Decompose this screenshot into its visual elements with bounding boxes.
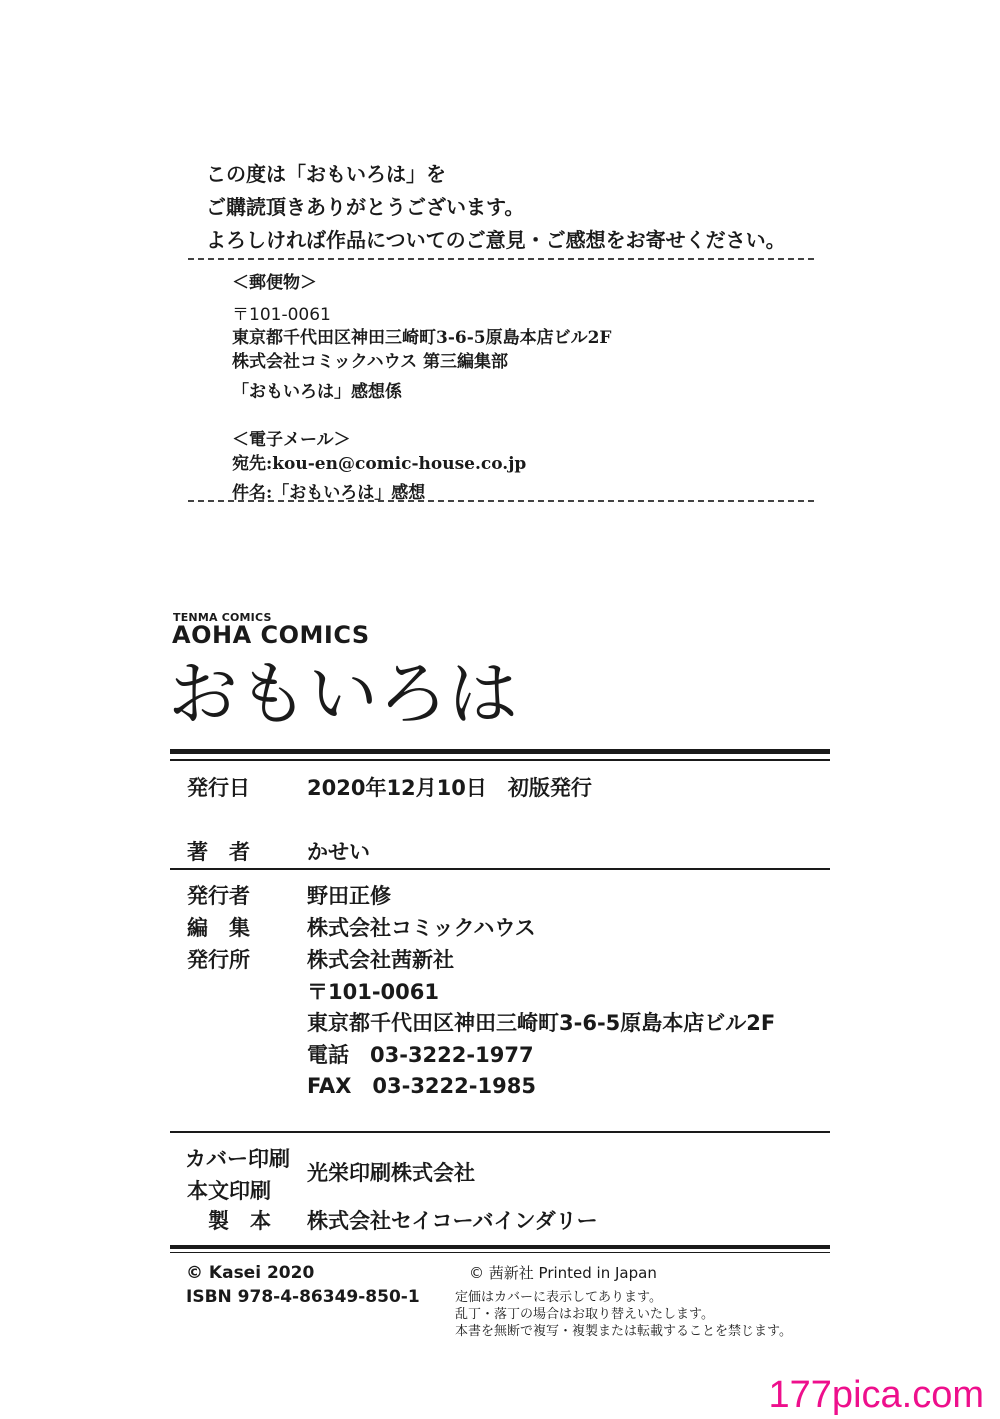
isbn: ISBN 978-4-86349-850-1	[186, 1287, 420, 1307]
title-rule-thick	[170, 749, 830, 754]
postal-attn: 「おもいろは」感想係	[232, 382, 402, 402]
thanks-message	[206, 158, 786, 257]
cover-print-key: カバー印刷	[185, 1147, 290, 1171]
body-print-key: 本文印刷	[187, 1179, 271, 1203]
publisher-zip: 〒101-0061	[307, 980, 439, 1004]
author-key: 著 者	[187, 840, 250, 864]
dashed-divider-bottom	[188, 500, 814, 502]
thanks-line-2: ご購読頂きありがとうございます。	[206, 195, 525, 219]
author-value: かせい	[307, 840, 370, 864]
watermark: 177pica.com	[768, 1374, 984, 1416]
publisher-address: 東京都千代田区神田三崎町3-6-5原島本店ビル2F	[307, 1011, 776, 1035]
publisher-value: 株式会社茜新社	[307, 948, 454, 972]
book-title: おもいろは	[168, 653, 518, 735]
note-copyright: 本書を無断で複写・複製または転載することを禁じます。	[455, 1324, 792, 1339]
printer-value: 光栄印刷株式会社	[307, 1161, 475, 1185]
dashed-divider-top	[188, 258, 814, 260]
series-name: TENMA COMICS	[173, 611, 272, 624]
thanks-line-1: この度は「おもいろは」を	[206, 162, 446, 186]
label-name: AOHA COMICS	[172, 621, 370, 649]
binding-value: 株式会社セイコーバインダリー	[307, 1209, 598, 1233]
postal-zip: 〒101-0061	[232, 305, 331, 325]
publisher-fax: FAX 03-3222-1985	[307, 1074, 536, 1098]
footer-rule-thick	[170, 1245, 830, 1249]
email-subject: 件名:「おもいろは」感想	[232, 483, 426, 503]
postal-address: 東京都千代田区神田三崎町3-6-5原島本店ビル2F	[232, 328, 612, 348]
pubdate-value: 2020年12月10日 初版発行	[307, 776, 592, 800]
email-to: 宛先:kou-en@comic-house.co.jp	[232, 454, 527, 474]
editor-key: 編 集	[187, 916, 250, 940]
note-replace: 乱丁・落丁の場合はお取り替えいたします。	[455, 1307, 714, 1322]
publisher-copy: © 茜新社 Printed in Japan	[469, 1264, 657, 1282]
postal-company: 株式会社コミックハウス 第三編集部	[232, 352, 509, 372]
thanks-line-3: よろしければ作品についてのご意見・ご感想をお寄せください。	[206, 228, 786, 252]
publisher-key: 発行所	[187, 948, 250, 972]
postal-heading: ＜郵便物＞	[232, 273, 317, 293]
title-rule-thin	[170, 759, 830, 761]
author-rule	[170, 868, 830, 870]
note-price: 定価はカバーに表示してあります。	[455, 1290, 662, 1305]
publisher-person-key: 発行者	[187, 884, 250, 908]
publisher-person-value: 野田正修	[307, 884, 391, 908]
footer-rule-thin	[170, 1252, 830, 1253]
publisher-tel: 電話 03-3222-1977	[307, 1043, 534, 1067]
copyright: © Kasei 2020	[186, 1263, 315, 1283]
email-heading: ＜電子メール＞	[232, 430, 351, 450]
editor-value: 株式会社コミックハウス	[307, 916, 536, 940]
print-rule	[170, 1131, 830, 1133]
binding-key: 製 本	[208, 1209, 271, 1233]
pubdate-key: 発行日	[187, 776, 250, 800]
